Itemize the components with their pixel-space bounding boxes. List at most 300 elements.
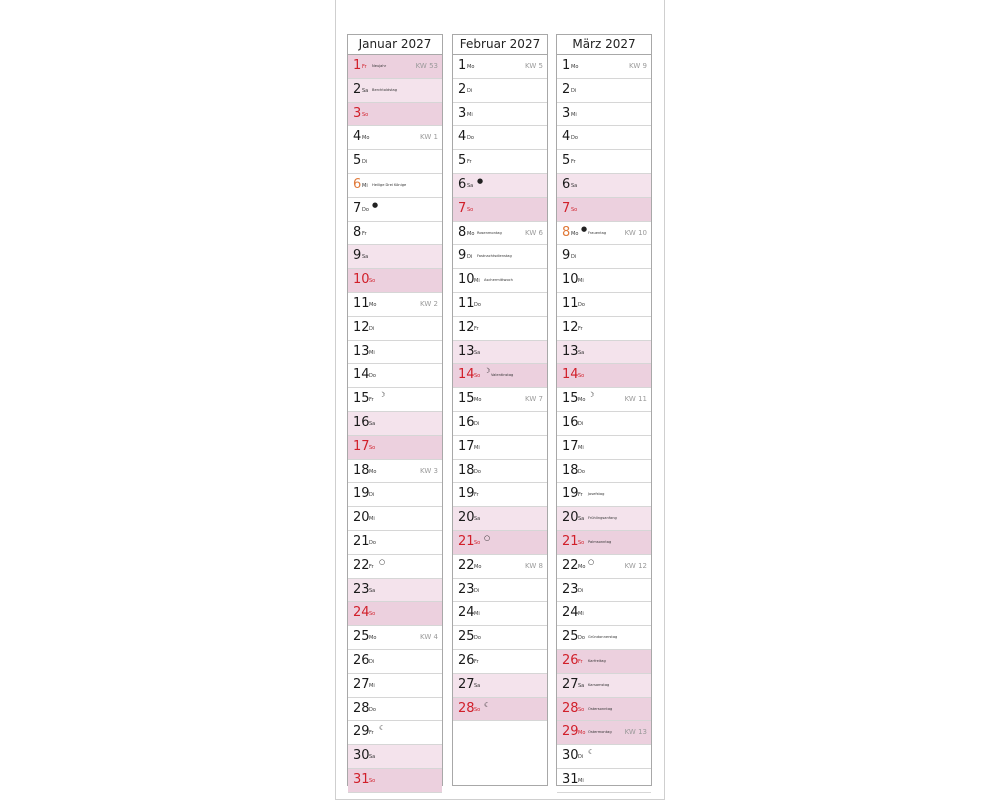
weekday-label: So xyxy=(578,373,585,380)
day-row xyxy=(557,126,651,150)
day-row xyxy=(453,483,547,507)
holiday-name: Frühlingsanfang xyxy=(588,516,617,521)
day-row xyxy=(453,79,547,103)
day-list xyxy=(557,55,651,793)
day-number: 29 xyxy=(353,724,370,740)
weekday-label: Di xyxy=(571,87,577,94)
day-row xyxy=(453,412,547,436)
weekday-label: Di xyxy=(474,420,480,427)
day-row xyxy=(348,269,442,293)
day-row xyxy=(348,460,442,484)
day-number: 26 xyxy=(353,652,370,668)
day-row xyxy=(348,650,442,674)
day-row xyxy=(557,650,651,674)
day-row xyxy=(453,460,547,484)
moon-phase-icon: ○ xyxy=(379,557,386,566)
month-title: Januar 2027 xyxy=(348,35,442,55)
day-row xyxy=(557,745,651,769)
calendar-week-label: KW 13 xyxy=(624,728,647,737)
day-number: 11 xyxy=(458,295,475,311)
weekday-label: Di xyxy=(369,658,375,665)
day-row xyxy=(557,222,651,246)
weekday-label: Sa xyxy=(578,349,585,356)
weekday-label: Sa xyxy=(362,87,369,94)
calendar-week-label: KW 53 xyxy=(415,62,438,70)
month-column-maerz xyxy=(556,34,652,786)
day-list xyxy=(348,55,442,793)
day-number: 19 xyxy=(353,486,370,502)
day-row xyxy=(453,650,547,674)
calendar-week-label: KW 12 xyxy=(624,561,647,570)
day-number: 26 xyxy=(458,652,475,668)
weekday-label: Fr xyxy=(474,492,479,499)
day-number: 5 xyxy=(353,153,362,169)
day-number: 24 xyxy=(562,605,579,621)
weekday-label: Fr xyxy=(474,325,479,332)
moon-phase-icon: ☽ xyxy=(379,391,386,400)
holiday-name: Karsamstag xyxy=(588,682,610,687)
day-row xyxy=(557,174,651,198)
weekday-label: Fr xyxy=(362,230,367,237)
day-row xyxy=(348,721,442,745)
weekday-label: Sa xyxy=(578,516,585,523)
day-row xyxy=(348,412,442,436)
day-number: 19 xyxy=(458,486,475,502)
day-number: 2 xyxy=(562,81,571,97)
weekday-label: So xyxy=(578,539,585,546)
holiday-name: Gründonnerstag xyxy=(588,635,618,640)
day-row xyxy=(453,222,547,246)
day-number: 8 xyxy=(562,224,571,240)
calendar-week-label: KW 2 xyxy=(420,299,438,308)
day-row xyxy=(557,198,651,222)
day-number: 8 xyxy=(353,224,362,240)
weekday-label: Fr xyxy=(362,64,367,70)
day-number: 22 xyxy=(353,557,370,573)
day-number: 8 xyxy=(458,224,467,240)
day-row xyxy=(453,317,547,341)
day-number: 21 xyxy=(353,533,370,549)
day-row xyxy=(348,769,442,793)
day-row xyxy=(348,531,442,555)
day-number: 5 xyxy=(562,153,571,169)
month-column-februar xyxy=(452,34,548,786)
day-number: 1 xyxy=(353,58,362,73)
day-row xyxy=(557,721,651,745)
day-number: 9 xyxy=(353,248,362,264)
holiday-name: Josefstag xyxy=(588,492,605,497)
weekday-label: So xyxy=(369,611,376,618)
calendar-week-label: KW 11 xyxy=(624,395,647,404)
day-number: 4 xyxy=(562,129,571,145)
moon-phase-icon: ☾ xyxy=(484,700,491,709)
holiday-name: Ostersonntag xyxy=(588,706,613,711)
day-number: 15 xyxy=(458,391,475,407)
weekday-label: Fr xyxy=(578,325,583,332)
weekday-label: Di xyxy=(362,159,368,166)
day-row xyxy=(453,507,547,531)
day-row xyxy=(348,55,442,79)
weekday-label: Do xyxy=(369,539,376,546)
day-number: 12 xyxy=(458,319,475,335)
day-number: 25 xyxy=(353,629,370,645)
weekday-label: Di xyxy=(578,587,584,594)
weekday-label: Sa xyxy=(578,682,585,689)
weekday-label: Sa xyxy=(369,587,376,594)
day-row xyxy=(453,174,547,198)
day-number: 28 xyxy=(562,700,579,716)
day-row xyxy=(348,555,442,579)
weekday-label: Mi xyxy=(369,516,375,523)
day-row xyxy=(557,103,651,127)
day-number: 10 xyxy=(353,272,370,288)
day-row xyxy=(453,245,547,269)
day-row xyxy=(453,103,547,127)
weekday-label: Do xyxy=(578,468,585,475)
day-row xyxy=(557,602,651,626)
day-row xyxy=(348,79,442,103)
day-number: 20 xyxy=(562,510,579,526)
day-row xyxy=(557,555,651,579)
day-number: 9 xyxy=(562,248,571,264)
day-row xyxy=(348,198,442,222)
day-row xyxy=(557,412,651,436)
weekday-label: Mi xyxy=(467,111,473,118)
weekday-label: So xyxy=(369,777,376,784)
weekday-label: Mi xyxy=(369,349,375,356)
day-number: 13 xyxy=(353,343,370,359)
weekday-label: So xyxy=(578,706,585,713)
day-number: 21 xyxy=(458,533,475,549)
day-number: 25 xyxy=(562,629,579,645)
weekday-label: Mi xyxy=(362,182,368,189)
day-row xyxy=(348,674,442,698)
day-number: 22 xyxy=(562,557,579,573)
weekday-label: Mi xyxy=(578,444,584,451)
weekday-label: Di xyxy=(578,754,584,761)
day-row xyxy=(348,745,442,769)
day-row xyxy=(557,531,651,555)
day-row xyxy=(557,269,651,293)
weekday-label: So xyxy=(369,278,376,285)
holiday-name: Palmsonntag xyxy=(588,539,612,544)
weekday-label: Mi xyxy=(578,611,584,618)
weekday-label: Sa xyxy=(362,254,369,261)
day-row xyxy=(348,245,442,269)
calendar-week-label: KW 3 xyxy=(420,466,438,475)
moon-phase-icon: ☾ xyxy=(588,748,595,757)
day-row xyxy=(453,698,547,722)
day-row xyxy=(557,436,651,460)
day-number: 10 xyxy=(458,272,475,288)
moon-phase-icon: ● xyxy=(372,200,379,209)
holiday-name: Heilige Drei Könige xyxy=(372,182,407,187)
weekday-label: Do xyxy=(369,706,376,713)
day-number: 12 xyxy=(562,319,579,335)
day-number: 24 xyxy=(458,605,475,621)
day-row xyxy=(348,150,442,174)
day-row xyxy=(348,341,442,365)
day-number: 16 xyxy=(562,414,579,430)
weekday-label: Mo xyxy=(474,397,482,404)
weekday-label: Mo xyxy=(578,397,586,404)
month-column-januar xyxy=(347,34,443,786)
day-row xyxy=(348,103,442,127)
weekday-label: Do xyxy=(578,301,585,308)
day-number: 20 xyxy=(353,510,370,526)
day-number: 30 xyxy=(562,748,579,764)
day-number: 12 xyxy=(353,319,370,335)
day-number: 2 xyxy=(353,81,362,97)
day-number: 11 xyxy=(353,295,370,311)
moon-phase-icon: ● xyxy=(477,176,484,185)
day-row xyxy=(557,388,651,412)
day-number: 7 xyxy=(562,200,571,216)
calendar-week-label: KW 5 xyxy=(525,62,543,70)
day-row xyxy=(557,364,651,388)
day-number: 27 xyxy=(562,676,579,692)
day-row xyxy=(557,507,651,531)
holiday-name: Karfreitag xyxy=(588,658,606,663)
weekday-label: So xyxy=(474,706,481,713)
day-row xyxy=(557,150,651,174)
weekday-label: Do xyxy=(571,135,578,142)
moon-phase-icon: ○ xyxy=(588,557,595,566)
day-row xyxy=(348,579,442,603)
day-number: 5 xyxy=(458,153,467,169)
day-number: 24 xyxy=(353,605,370,621)
day-row xyxy=(453,55,547,79)
weekday-label: Do xyxy=(578,635,585,642)
weekday-label: Mo xyxy=(571,64,579,70)
day-number: 18 xyxy=(562,462,579,478)
weekday-label: Mi xyxy=(474,444,480,451)
day-row xyxy=(348,698,442,722)
day-row xyxy=(348,126,442,150)
day-row xyxy=(557,769,651,793)
weekday-label: Fr xyxy=(369,563,374,570)
day-row xyxy=(453,674,547,698)
weekday-label: Mo xyxy=(362,135,370,142)
day-row xyxy=(557,79,651,103)
day-number: 17 xyxy=(458,438,475,454)
weekday-label: Di xyxy=(474,587,480,594)
day-number: 31 xyxy=(353,771,370,787)
day-number: 4 xyxy=(353,129,362,145)
day-number: 15 xyxy=(562,391,579,407)
day-number: 23 xyxy=(458,581,475,597)
holiday-name: Valentinstag xyxy=(491,373,514,378)
weekday-label: Di xyxy=(571,254,577,261)
day-number: 3 xyxy=(458,105,467,121)
weekday-label: Mo xyxy=(578,563,586,570)
day-list xyxy=(453,55,547,721)
day-number: 27 xyxy=(353,676,370,692)
day-row xyxy=(348,388,442,412)
day-number: 30 xyxy=(353,748,370,764)
day-number: 16 xyxy=(458,414,475,430)
day-number: 18 xyxy=(458,462,475,478)
weekday-label: Fr xyxy=(578,658,583,665)
weekday-label: Fr xyxy=(571,159,576,166)
weekday-label: Mo xyxy=(467,64,475,70)
day-number: 1 xyxy=(562,58,571,73)
day-row xyxy=(348,602,442,626)
weekday-label: Do xyxy=(467,135,474,142)
day-number: 6 xyxy=(562,176,571,192)
calendar-week-label: KW 1 xyxy=(420,133,438,142)
day-number: 7 xyxy=(458,200,467,216)
day-row xyxy=(557,293,651,317)
day-row xyxy=(453,126,547,150)
day-row xyxy=(453,198,547,222)
month-title: Februar 2027 xyxy=(453,35,547,55)
day-row xyxy=(557,245,651,269)
weekday-label: So xyxy=(369,444,376,451)
weekday-label: So xyxy=(474,539,481,546)
day-row xyxy=(348,222,442,246)
day-number: 25 xyxy=(458,629,475,645)
day-row xyxy=(453,293,547,317)
day-row xyxy=(453,150,547,174)
day-row xyxy=(453,341,547,365)
weekday-label: Di xyxy=(578,420,584,427)
moon-phase-icon: ☽ xyxy=(588,391,595,400)
weekday-label: Mi xyxy=(578,278,584,285)
weekday-label: Sa xyxy=(369,754,376,761)
day-row xyxy=(557,341,651,365)
moon-phase-icon: ☽ xyxy=(484,367,491,376)
weekday-label: Mo xyxy=(578,730,586,737)
weekday-label: Do xyxy=(474,468,481,475)
day-row xyxy=(557,483,651,507)
holiday-name: Fastnachtsdienstag xyxy=(477,254,512,259)
holiday-name: Frauentag xyxy=(588,230,607,235)
day-row xyxy=(557,698,651,722)
calendar-week-label: KW 9 xyxy=(629,62,647,70)
calendar-week-label: KW 10 xyxy=(624,228,647,237)
holiday-name: Neujahr xyxy=(372,64,387,68)
day-row xyxy=(348,293,442,317)
day-row xyxy=(453,579,547,603)
weekday-label: Do xyxy=(369,373,376,380)
moon-phase-icon: ○ xyxy=(484,533,491,542)
day-row xyxy=(348,174,442,198)
day-number: 18 xyxy=(353,462,370,478)
day-row xyxy=(557,460,651,484)
day-number: 29 xyxy=(562,724,579,740)
weekday-label: Sa xyxy=(474,682,481,689)
day-number: 6 xyxy=(353,176,362,192)
weekday-label: Mo xyxy=(467,230,475,237)
day-row xyxy=(453,436,547,460)
day-row xyxy=(348,364,442,388)
day-number: 14 xyxy=(458,367,475,383)
day-number: 17 xyxy=(353,438,370,454)
day-number: 2 xyxy=(458,81,467,97)
day-number: 27 xyxy=(458,676,475,692)
day-row xyxy=(557,55,651,79)
weekday-label: Mo xyxy=(369,468,377,475)
weekday-label: Mi xyxy=(571,111,577,118)
weekday-label: Mo xyxy=(369,301,377,308)
weekday-label: Mi xyxy=(474,611,480,618)
weekday-label: Fr xyxy=(369,730,374,737)
weekday-label: Di xyxy=(467,254,473,261)
weekday-label: Sa xyxy=(467,182,474,189)
day-number: 23 xyxy=(562,581,579,597)
day-number: 21 xyxy=(562,533,579,549)
day-row xyxy=(453,269,547,293)
day-row xyxy=(453,388,547,412)
weekday-label: Do xyxy=(474,301,481,308)
day-row xyxy=(348,317,442,341)
day-number: 13 xyxy=(562,343,579,359)
day-number: 28 xyxy=(458,700,475,716)
weekday-label: Fr xyxy=(578,492,583,499)
moon-phase-icon: ● xyxy=(581,224,588,233)
calendar-week-label: KW 8 xyxy=(525,561,543,570)
weekday-label: Mo xyxy=(474,563,482,570)
holiday-name: Rosenmontag xyxy=(477,230,502,235)
weekday-label: Sa xyxy=(474,349,481,356)
day-row xyxy=(453,626,547,650)
day-number: 28 xyxy=(353,700,370,716)
day-number: 9 xyxy=(458,248,467,264)
day-row xyxy=(348,507,442,531)
day-row xyxy=(348,626,442,650)
calendar-week-label: KW 7 xyxy=(525,395,543,404)
day-row xyxy=(348,436,442,460)
day-row xyxy=(557,579,651,603)
day-row xyxy=(453,602,547,626)
day-row xyxy=(557,626,651,650)
weekday-label: So xyxy=(571,206,578,213)
calendar-sheet xyxy=(335,0,665,800)
weekday-label: Mi xyxy=(578,777,584,784)
day-row xyxy=(557,674,651,698)
day-row xyxy=(348,483,442,507)
day-row xyxy=(453,364,547,388)
weekday-label: Fr xyxy=(369,397,374,404)
weekday-label: Fr xyxy=(467,159,472,166)
weekday-label: Di xyxy=(369,325,375,332)
weekday-label: Mi xyxy=(474,278,480,285)
weekday-label: Di xyxy=(467,87,473,94)
weekday-label: Sa xyxy=(474,516,481,523)
month-title: März 2027 xyxy=(557,35,651,55)
day-number: 14 xyxy=(353,367,370,383)
holiday-name: Aschermittwoch xyxy=(484,278,513,283)
weekday-label: Mo xyxy=(369,635,377,642)
day-number: 26 xyxy=(562,652,579,668)
day-number: 15 xyxy=(353,391,370,407)
day-number: 23 xyxy=(353,581,370,597)
holiday-name: Berchtoldstag xyxy=(372,87,397,92)
day-number: 13 xyxy=(458,343,475,359)
holiday-name: Ostermontag xyxy=(588,730,612,735)
calendar-week-label: KW 4 xyxy=(420,633,438,642)
weekday-label: Do xyxy=(362,206,369,213)
day-number: 14 xyxy=(562,367,579,383)
day-row xyxy=(453,555,547,579)
weekday-label: Mo xyxy=(571,230,579,237)
weekday-label: Mi xyxy=(369,682,375,689)
day-number: 31 xyxy=(562,771,579,787)
day-number: 10 xyxy=(562,272,579,288)
weekday-label: Sa xyxy=(369,420,376,427)
weekday-label: So xyxy=(474,373,481,380)
